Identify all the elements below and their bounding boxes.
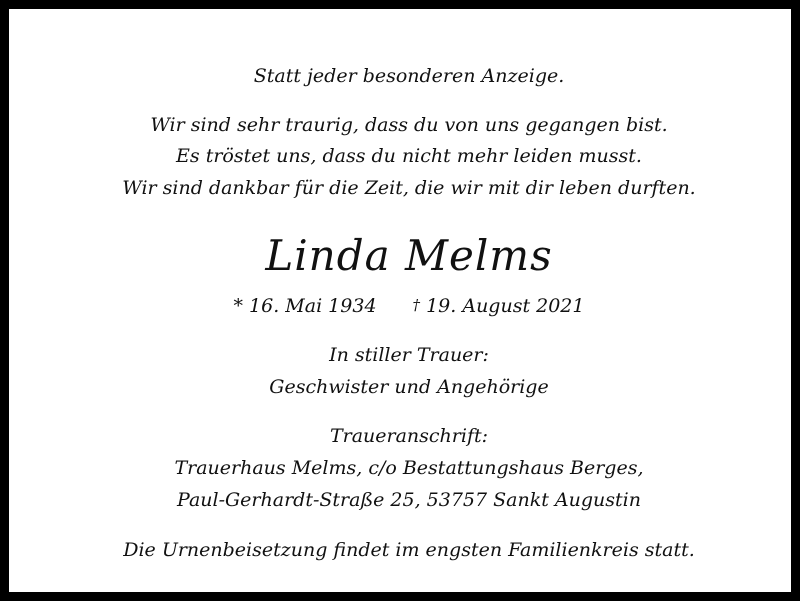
mourning-label: In stiller Trauer: — [329, 344, 489, 366]
death-cross-icon: † — [412, 296, 421, 314]
mourners: Geschwister und Angehörige — [269, 376, 549, 398]
death-date: 19. August 2021 — [426, 295, 585, 317]
address-line-1: Trauerhaus Melms, c/o Bestattungshaus Berges, — [174, 457, 644, 479]
verse-line-1: Wir sind sehr traurig, dass du von uns gegangen bist. — [150, 114, 668, 136]
intro-line: Statt jeder besonderen Anzeige. — [253, 65, 565, 87]
birth-symbol: * — [233, 295, 243, 317]
life-dates — [9, 292, 800, 319]
birth-date: 16. Mai 1934 — [249, 295, 377, 317]
verse-line-2: Es tröstet uns, dass du nicht mehr leiden musst. — [176, 145, 642, 167]
address-label: Traueranschrift: — [329, 425, 489, 447]
verse-line-3: Wir sind dankbar für die Zeit, die wir mit dir leben durften. — [122, 177, 696, 199]
address-line-2: Paul-Gerhardt-Straße 25, 53757 Sankt Augustin — [177, 489, 641, 511]
deceased-name: Linda Melms — [265, 231, 553, 280]
closing-line: Die Urnenbeisetzung findet im engsten Familienkreis statt. — [123, 539, 695, 561]
